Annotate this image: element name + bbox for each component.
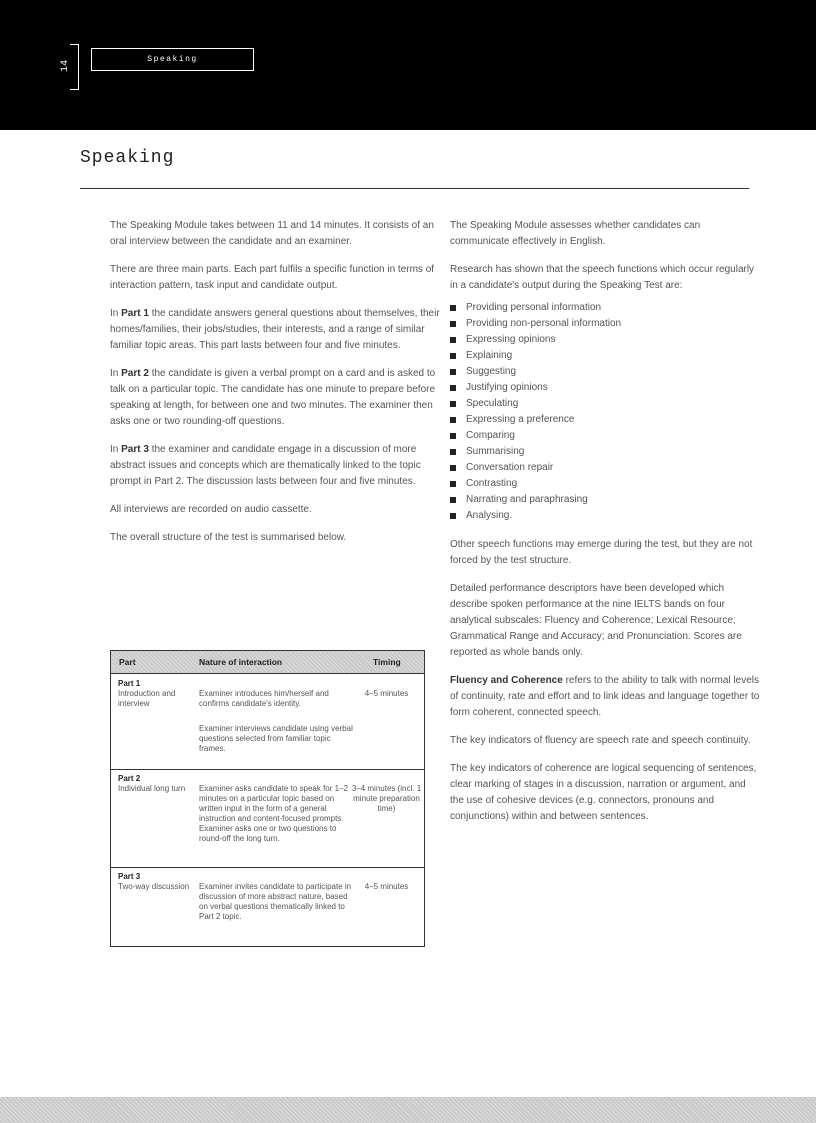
structure-paragraph: The overall structure of the test is summarised below. (110, 532, 347, 543)
part-name: Part 2 (118, 774, 141, 783)
structure-table (110, 650, 425, 947)
bullet-square-icon (450, 497, 456, 503)
page-title: Speaking (80, 148, 175, 168)
table-row (111, 867, 424, 947)
list-item: Summarising (450, 444, 760, 460)
part-timing: 3–4 minutes (incl. 1 minute preparation time) (351, 784, 422, 813)
title-divider (80, 188, 749, 189)
coherence-indicators-paragraph: The key indicators of coherence are logical sequencing of sentences, clear marking of stages in a discussion, narration or argument, and the use of cohesive devices (e.g. connectors, pronouns and conjunctions) within and between sentences. (450, 763, 757, 822)
part-nature: Examiner introduces him/herself and confirms candidate's identity. (199, 689, 329, 708)
bullet-square-icon (450, 369, 456, 375)
list-item: Contrasting (450, 476, 760, 492)
bullet-square-icon (450, 401, 456, 407)
bullet-square-icon (450, 305, 456, 311)
part2-paragraph: In Part 2 the candidate is given a verbal prompt on a card and is asked to talk on a particular topic. The candidate has one minute to prepare before speaking at length, for between one and two minutes. The examiner then asks one or two rounding-off questions. (110, 368, 436, 427)
list-item: Expressing a preference (450, 412, 760, 428)
intro-paragraph: The Speaking Module takes between 11 and 14 minutes. It consists of an oral interview between the candidate and an examiner. (110, 220, 434, 247)
bullet-square-icon (450, 385, 456, 391)
list-item: Suggesting (450, 364, 760, 380)
list-item: Conversation repair (450, 460, 760, 476)
speech-functions-list (450, 300, 760, 524)
header-nature: Nature of interaction (199, 657, 283, 667)
part-name: Part 1 (118, 679, 141, 688)
bullet-square-icon (450, 433, 456, 439)
bullet-square-icon (450, 337, 456, 343)
part-subtitle: Individual long turn (118, 784, 186, 793)
left-column (110, 218, 440, 558)
part-timing: 4–5 minutes (364, 882, 409, 891)
bullet-square-icon (450, 513, 456, 519)
page-header (0, 0, 816, 130)
part-nature-extra: Examiner interviews candidate using verbal questions selected from familiar topic frames. (199, 724, 353, 753)
assessment-paragraph: The Speaking Module assesses whether candidates can communicate effectively in English. (450, 220, 701, 247)
table-header (111, 651, 424, 674)
list-item: Providing non-personal information (450, 316, 760, 332)
part-name: Part 3 (118, 872, 141, 881)
bullet-square-icon (450, 417, 456, 423)
header-timing: Timing (373, 657, 401, 667)
part-timing: 4–5 minutes (364, 689, 409, 698)
list-item: Expressing opinions (450, 332, 760, 348)
descriptors-paragraph: Detailed performance descriptors have been developed which describe spoken performance at the nine IELTS bands on four analytical subscales: Fluency and Coherence; Lexical Resource; Grammatical Range and Accuracy; and Pronunciation. Scores are reported as whole bands only. (450, 583, 742, 658)
other-functions-paragraph: Other speech functions may emerge during the test, but they are not forced by the test structure. (450, 539, 753, 566)
table-row (111, 674, 424, 769)
bullet-square-icon (450, 321, 456, 327)
list-item: Analysing. (450, 508, 760, 524)
bullet-square-icon (450, 481, 456, 487)
recording-paragraph: All interviews are recorded on audio cassette. (110, 504, 312, 515)
part-nature: Examiner asks candidate to speak for 1–2 minutes on a particular topic based on written input in the form of a general instruction and content-focused prompts. Examiner asks one or two questions to round-off the long turn. (199, 784, 348, 843)
part3-paragraph: In Part 3 the examiner and candidate engage in a discussion of more abstract issues and concepts which are thematically linked to the topic prompt in Part 2. The discussion lasts between four and five minutes. (110, 444, 421, 487)
bullet-square-icon (450, 353, 456, 359)
section-tab (91, 48, 254, 71)
bullet-square-icon (450, 449, 456, 455)
list-item: Comparing (450, 428, 760, 444)
table-row (111, 769, 424, 867)
fluency-paragraph: Fluency and Coherence refers to the ability to talk with normal levels of continuity, rate and effort and to link ideas and language together to form coherent, connected speech. (450, 675, 760, 718)
part1-paragraph: In Part 1 the candidate answers general questions about themselves, their homes/families, their jobs/studies, their interests, and a range of similar familiar topic areas. This part lasts between four and five minutes. (110, 308, 440, 351)
list-item: Justifying opinions (450, 380, 760, 396)
right-column (450, 218, 760, 837)
section-label: Speaking (147, 55, 198, 64)
part-nature: Examiner invites candidate to participate in discussion of more abstract nature, based on verbal questions thematically linked to Part 2 topic. (199, 882, 352, 921)
fluency-indicators-paragraph: The key indicators of fluency are speech rate and speech continuity. (450, 735, 751, 746)
research-paragraph: Research has shown that the speech functions which occur regularly in a candidate's output during the Speaking Test are: (450, 264, 755, 291)
list-item: Providing personal information (450, 300, 760, 316)
part-subtitle: Introduction and interview (118, 689, 176, 708)
list-item: Speculating (450, 396, 760, 412)
bullet-square-icon (450, 465, 456, 471)
page-footer (0, 1097, 816, 1123)
list-item: Narrating and paraphrasing (450, 492, 760, 508)
page-number: 14 (60, 60, 71, 73)
header-part: Part (119, 657, 136, 667)
list-item: Explaining (450, 348, 760, 364)
parts-paragraph: There are three main parts. Each part fulfils a specific function in terms of interaction pattern, task input and candidate output. (110, 264, 435, 291)
part-subtitle: Two-way discussion (118, 882, 190, 891)
